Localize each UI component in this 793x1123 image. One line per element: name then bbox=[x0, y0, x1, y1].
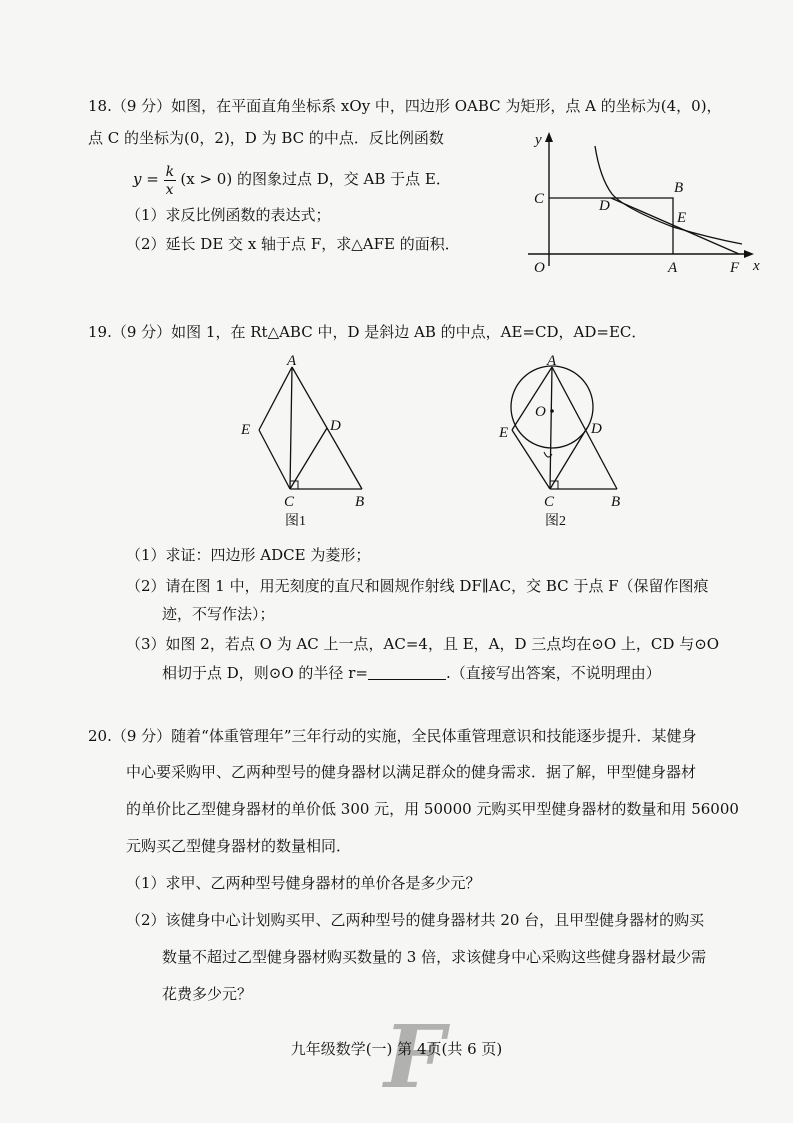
figure-2-caption: 图2 bbox=[545, 514, 566, 529]
segment-ec bbox=[259, 430, 290, 489]
label-b: B bbox=[355, 494, 365, 510]
q19-figure-2 bbox=[495, 355, 635, 530]
q19-sub2b: 迹，不写作法）； bbox=[162, 605, 275, 623]
segment-ac bbox=[290, 367, 292, 489]
q20-sub2a: （2）该健身中心计划购买甲、乙两种型号的健身器材共 20 台，且甲型健身器材的购买 bbox=[126, 911, 705, 929]
q19-line1: 19.（9 分）如图 1，在 Rt△ABC 中，D 是斜边 AB 的中点，AE=CD，AD=EC． bbox=[88, 323, 647, 341]
q18-frac-num: k bbox=[165, 164, 175, 180]
rectangle-oabc bbox=[549, 198, 673, 254]
q18-frac-den: x bbox=[165, 182, 174, 198]
label-o: O bbox=[535, 404, 546, 420]
segment-cd bbox=[550, 428, 587, 489]
q20-sub1: （1）求甲、乙两种型号健身器材的单价各是多少元？ bbox=[126, 874, 481, 892]
label-f: F bbox=[730, 260, 740, 276]
label-a: A bbox=[547, 355, 557, 369]
q18-func-prefix: y = bbox=[133, 170, 159, 188]
label-e: E bbox=[499, 425, 509, 441]
label-d: D bbox=[591, 421, 602, 437]
q20-line1: 20.（9 分）随着“体重管理年”三年行动的实施，全民体重管理意识和技能逐步提升．某健身 bbox=[88, 727, 697, 745]
label-c: C bbox=[544, 494, 555, 510]
q19-sub1: （1）求证：四边形 ADCE 为菱形； bbox=[126, 546, 371, 564]
label-d: D bbox=[599, 198, 610, 214]
q19-figure-1 bbox=[235, 355, 375, 530]
q19-sub2a: （2）请在图 1 中，用无刻度的直尺和圆规作射线 DF∥AC，交 BC 于点 F（保留作图痕 bbox=[126, 577, 709, 595]
center-point bbox=[550, 409, 554, 413]
label-e: E bbox=[241, 422, 251, 438]
figure-1-caption: 图1 bbox=[285, 514, 306, 529]
q19-sub3b bbox=[162, 663, 661, 683]
label-x: x bbox=[753, 258, 760, 274]
page-footer: 九年级数学(一) 第 4页(共 6 页) bbox=[290, 1040, 503, 1058]
label-e: E bbox=[677, 210, 687, 226]
answer-blank bbox=[368, 665, 446, 680]
x-axis-arrow-icon bbox=[744, 250, 754, 258]
q18-line1: 18.（9 分）如图，在平面直角坐标系 xOy 中，四边形 OABC 为矩形，点 A 的坐标为(4，0)， bbox=[88, 97, 722, 115]
q18-func-suffix: (x > 0) 的图象过点 D，交 AB 于点 E． bbox=[180, 170, 451, 188]
label-a: A bbox=[287, 355, 297, 369]
q20-sub2c: 花费多少元？ bbox=[162, 985, 253, 1003]
q20-line3: 的单价比乙型健身器材的单价低 300 元，用 50000 元购买甲型健身器材的数量和用 56000 bbox=[126, 800, 739, 818]
q19-sub3b-pre: 相切于点 D，则⊙O 的半径 r= bbox=[162, 664, 368, 682]
label-b: B bbox=[611, 494, 621, 510]
label-c: C bbox=[534, 191, 545, 207]
label-a: A bbox=[668, 260, 678, 276]
segment-ec bbox=[512, 430, 550, 489]
hyperbola-curve bbox=[595, 146, 742, 244]
line-def bbox=[611, 198, 739, 254]
label-y: y bbox=[535, 132, 542, 148]
q20-sub2b: 数量不超过乙型健身器材购买数量的 3 倍，求该健身中心采购这些健身器材最少需 bbox=[162, 948, 707, 966]
q18-sub1: （1）求反比例函数的表达式； bbox=[126, 206, 331, 224]
q19-sub3b-post: .（直接写出答案，不说明理由） bbox=[445, 664, 661, 682]
label-c: C bbox=[284, 494, 295, 510]
segment-cd bbox=[290, 428, 327, 489]
segment-ac bbox=[550, 367, 552, 489]
q18-line2: 点 C 的坐标为(0，2)，D 为 BC 的中点．反比例函数 bbox=[88, 129, 444, 147]
label-d: D bbox=[330, 418, 341, 434]
q18-function-line bbox=[133, 164, 451, 198]
segment-ae bbox=[512, 367, 552, 430]
y-axis-arrow-icon bbox=[545, 132, 553, 142]
segment-ae bbox=[259, 367, 292, 430]
label-b: B bbox=[674, 180, 684, 196]
q20-line4: 元购买乙型健身器材的数量相同． bbox=[126, 837, 352, 855]
watermark-logo: F bbox=[384, 1007, 446, 1108]
q18-sub2: （2）延长 DE 交 x 轴于点 F，求△AFE 的面积． bbox=[126, 235, 460, 253]
label-o: O bbox=[534, 260, 545, 276]
q20-line2: 中心要采购甲、乙两种型号的健身器材以满足群众的健身需求．据了解，甲型健身器材 bbox=[126, 763, 697, 781]
q18-fraction bbox=[164, 164, 176, 198]
q18-figure bbox=[520, 128, 770, 278]
q19-sub3a: （3）如图 2，若点 O 为 AC 上一点，AC=4，且 E，A，D 三点均在⊙O 上，CD 与⊙O bbox=[126, 635, 720, 653]
